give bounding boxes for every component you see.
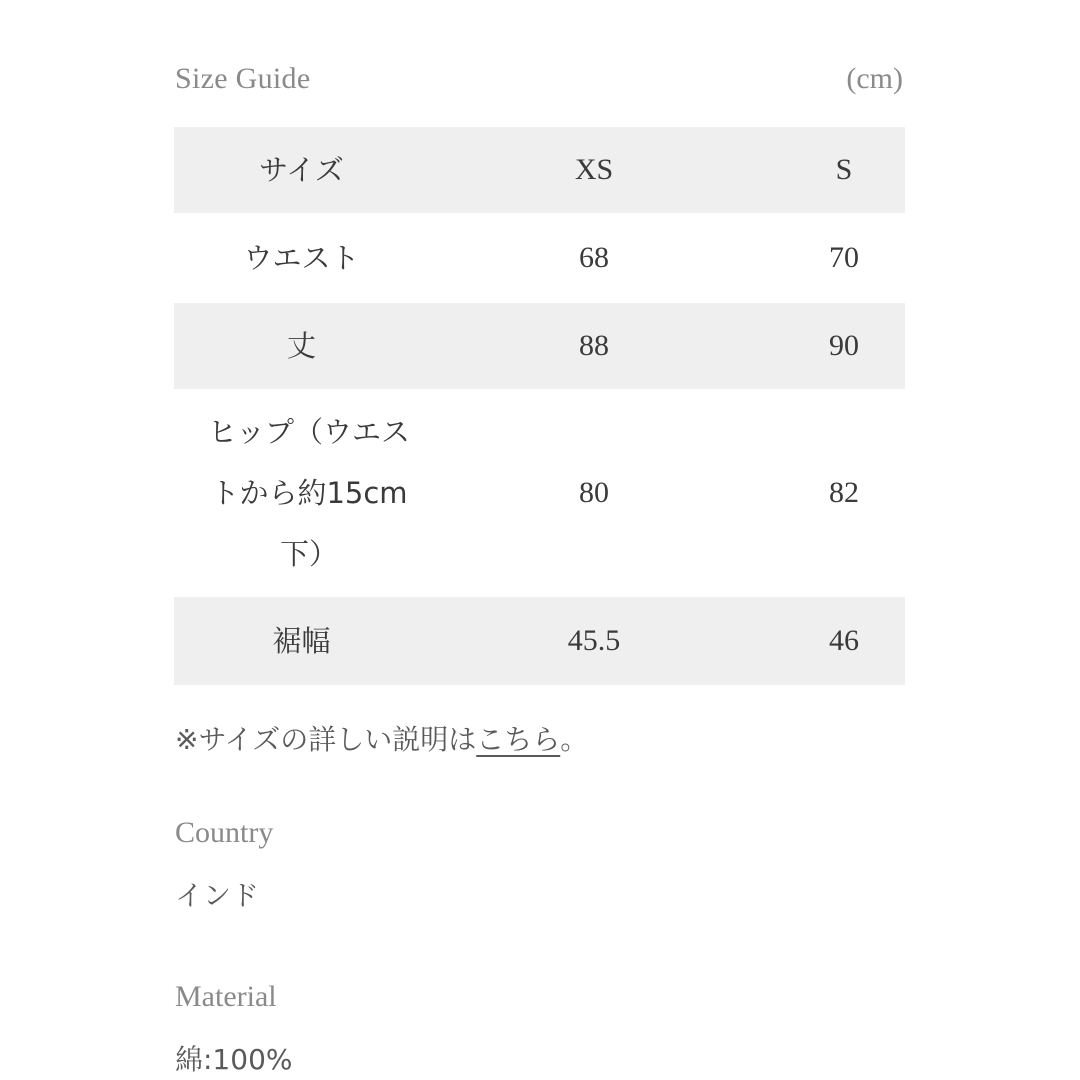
- unit-label: (cm): [846, 62, 903, 95]
- material-value: 綿:100%: [175, 1043, 293, 1076]
- size-table: [174, 127, 905, 685]
- row-xs-value: 80: [579, 476, 609, 509]
- row-label: ヒップ（ウエストから約15cm下）: [207, 414, 411, 571]
- table-row: [174, 213, 905, 303]
- row-label: 裾幅: [272, 623, 331, 658]
- row-s-value: 82: [829, 476, 859, 509]
- country-value: インド: [175, 879, 260, 912]
- size-note-text: ※サイズの詳しい説明は: [175, 723, 477, 756]
- row-xs-value: 88: [579, 329, 609, 362]
- size-guide-title: Size Guide: [175, 62, 311, 95]
- table-row: [174, 597, 905, 685]
- row-xs-value: 45.5: [567, 624, 621, 657]
- table-row: [174, 303, 905, 389]
- size-note-period: 。: [560, 723, 589, 756]
- header-xs: XS: [574, 153, 614, 186]
- row-s-value: 70: [829, 241, 859, 274]
- row-s-value: 90: [829, 329, 859, 362]
- table-row: [174, 389, 905, 597]
- header-s: S: [835, 153, 853, 186]
- size-note: [175, 718, 588, 758]
- table-header-row: [174, 127, 905, 213]
- row-s-value: 46: [829, 624, 859, 657]
- size-details-link[interactable]: こちら: [476, 723, 561, 756]
- row-xs-value: 68: [579, 241, 609, 274]
- country-label: Country: [175, 816, 274, 849]
- row-label: ウエスト: [243, 240, 360, 275]
- material-label: Material: [175, 980, 277, 1013]
- row-label: 丈: [286, 328, 316, 363]
- header-size-label: サイズ: [259, 152, 344, 187]
